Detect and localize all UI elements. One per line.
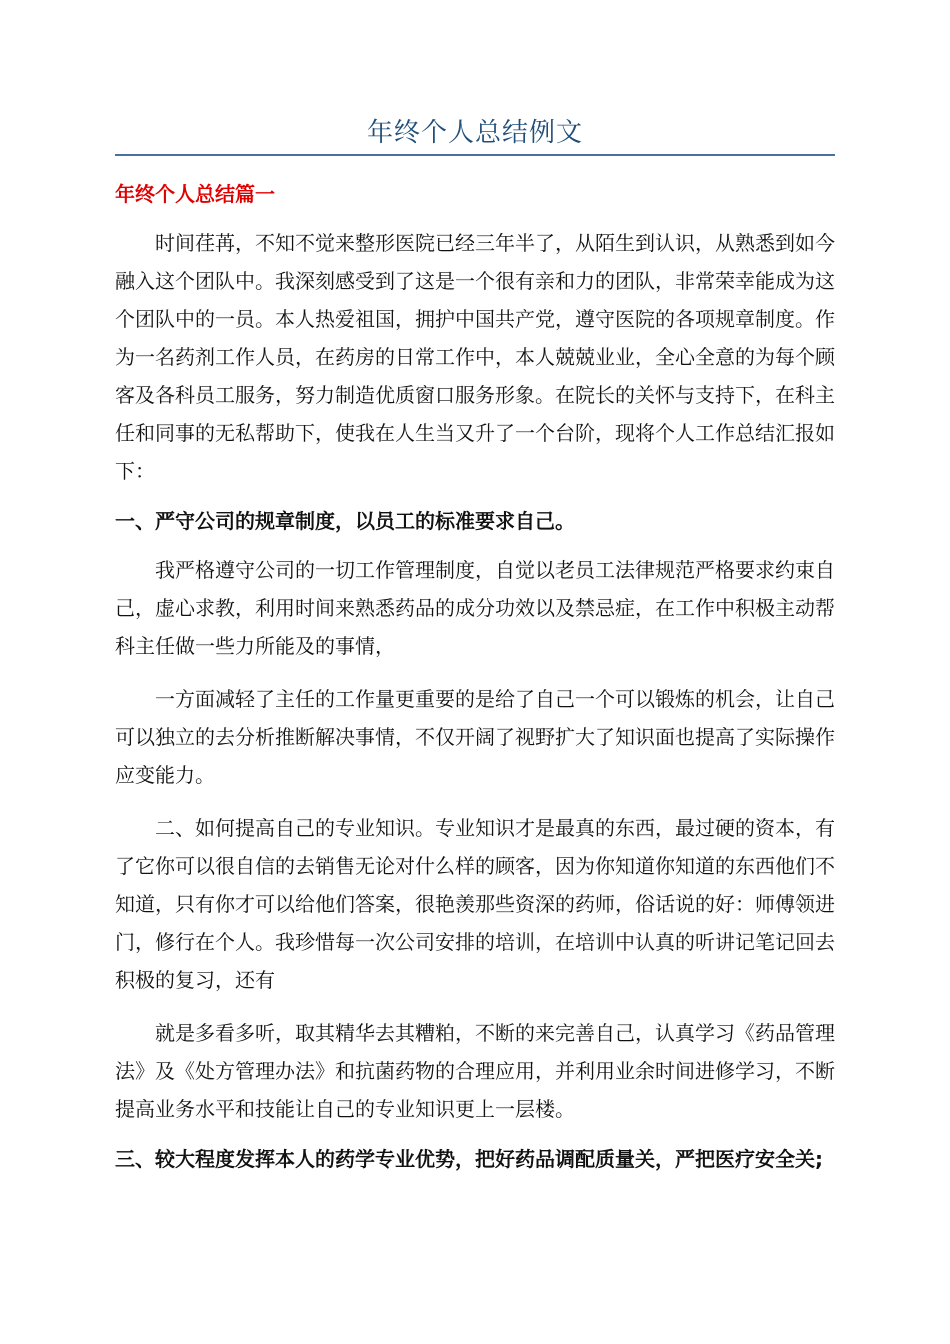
intro-paragraph: 时间荏苒，不知不觉来整形医院已经三年半了，从陌生到认识，从熟悉到如今融入这个团队中。我深刻感受到了这是一个很有亲和力的团队，非常荣幸能成为这个团队中的一员。本人热爱祖国，拥护中国共产党，遵守医院的各项规章制度。作为一名药剂工作人员，在药房的日常工作中，本人兢兢业业，全心全意的为每个顾客及各科员工服务，努力制造优质窗口服务形象。在院长的关怀与支持下，在科主任和同事的无私帮助下，使我在人生当又升了一个台阶，现将个人工作总结汇报如下：: [115, 231, 835, 483]
heading-expertise: 三、较大程度发挥本人的药学专业优势，把好药品调配质量关，严把医疗安全关;: [115, 1147, 823, 1171]
paragraph-knowledge: 二、如何提高自己的专业知识。专业知识才是最真的东西，最过硬的资本，有了它你可以很自信的去销售无论对什么样的顾客，因为你知道你知道的东西他们不知道，只有你才可以给他们答案，很艳羡那些资深的药师，俗话说的好：师傅领进门，修行在个人。我珍惜每一次公司安排的培训，在培训中认真的听讲记笔记回去积极的复习，还有: [115, 816, 835, 992]
heading-rules: 一、严守公司的规章制度，以员工的标准要求自己。: [115, 509, 575, 533]
section-title: 年终个人总结篇一: [115, 182, 275, 206]
paragraph-rules: 我严格遵守公司的一切工作管理制度，自觉以老员工法律规范严格要求约束自己，虚心求教，利用时间来熟悉药品的成分功效以及禁忌症，在工作中积极主动帮科主任做一些力所能及的事情，: [115, 558, 835, 658]
title-underline: [115, 154, 835, 156]
paragraph-benefit: 一方面减轻了主任的工作量更重要的是给了自己一个可以锻炼的机会，让自己可以独立的去分析推断解决事情，不仅开阔了视野扩大了知识面也提高了实际操作应变能力。: [115, 687, 835, 787]
document-title: 年终个人总结例文: [366, 118, 583, 148]
document-page: [115, 0, 835, 1177]
paragraph-study: 就是多看多听，取其精华去其糟粕，不断的来完善自己，认真学习《药品管理法》及《处方管理办法》和抗菌药物的合理应用，并利用业余时间进修学习，不断提高业务水平和技能让自己的专业知识更上一层楼。: [115, 1021, 835, 1121]
